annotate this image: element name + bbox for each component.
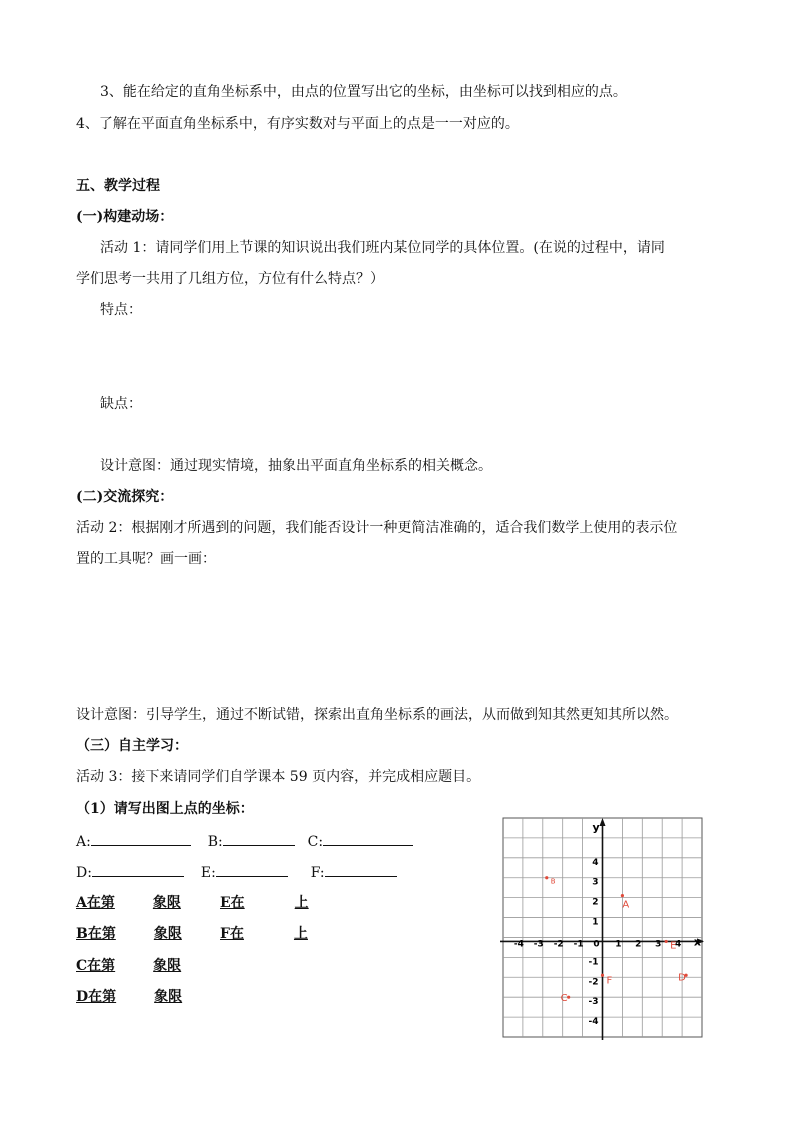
- y-tick-label: -1: [588, 957, 599, 968]
- part2-heading: (二)交流探究：: [76, 489, 174, 505]
- question-1: （1）请写出图上点的坐标：: [76, 801, 254, 817]
- objective-item-4: 4、了解在平面直角坐标系中，有序实数对与平面上的点是一一对应的。: [76, 116, 519, 132]
- y-tick-label: 3: [592, 877, 599, 888]
- point-e-marker: [665, 940, 668, 943]
- label-f: F:: [310, 865, 325, 881]
- y-tick-label: 1: [592, 917, 599, 928]
- y-tick-label: -3: [588, 997, 599, 1008]
- answer-b-blank[interactable]: [223, 831, 295, 846]
- activity1-line1: 活动 1：请同学们用上节课的知识说出我们班内某位同学的具体位置。(在说的过程中，请同: [100, 240, 665, 256]
- x-tick-label: 1: [615, 939, 622, 950]
- answer-f-blank[interactable]: [325, 862, 397, 877]
- label-a: A:: [76, 834, 91, 850]
- coord-row-abc: [76, 831, 413, 852]
- point-c-label: C: [560, 993, 568, 1005]
- coord-row-def: [76, 862, 397, 883]
- quadrant-row-d[interactable]: D在第 象限: [76, 989, 183, 1005]
- axis-row-f[interactable]: F在 上: [220, 926, 308, 942]
- design-intent-2: 设计意图：引导学生，通过不断试错，探索出直角坐标系的画法，从而做到知其然更知其所以然。: [76, 707, 678, 723]
- label-e: E:: [200, 865, 216, 881]
- point-d-label: D: [678, 972, 686, 984]
- point-a-label: A: [622, 899, 630, 911]
- x-tick-label: 0: [593, 939, 600, 950]
- label-d: D:: [76, 865, 92, 881]
- point-b-label: B: [550, 877, 556, 886]
- answer-a-blank[interactable]: [91, 831, 191, 846]
- coordinate-plane: [500, 815, 705, 1040]
- activity2-line1: 活动 2：根据刚才所遇到的问题，我们能否设计一种更简洁准确的，适合我们数学上使用的表示位: [76, 520, 678, 536]
- design-intent-1: 设计意图：通过现实情境，抽象出平面直角坐标系的相关概念。: [100, 458, 492, 474]
- answer-c-blank[interactable]: [323, 831, 413, 846]
- point-f-marker: [601, 974, 604, 977]
- part3-heading: （三）自主学习：: [76, 738, 188, 754]
- activity1-line2: 学们思考一共用了几组方位，方位有什么特点？）: [76, 271, 384, 287]
- point-b-marker: [545, 876, 548, 879]
- quadrant-row-c[interactable]: C在第 象限: [76, 958, 182, 974]
- quadrant-row-b[interactable]: B在第 象限: [76, 926, 182, 942]
- y-tick-label: -2: [588, 977, 599, 988]
- x-tick-label: -4: [513, 939, 524, 950]
- y-tick-label: 2: [592, 897, 599, 908]
- activity2-line2: 置的工具呢？画一画：: [76, 551, 216, 567]
- activity3: 活动 3：接下来请同学们自学课本 59 页内容，并完成相应题目。: [76, 769, 481, 785]
- x-tick-label: -2: [553, 939, 564, 950]
- label-b: B:: [207, 834, 223, 850]
- answer-d-blank[interactable]: [92, 862, 184, 877]
- y-axis-label: y: [592, 821, 600, 834]
- x-tick-label: 3: [655, 939, 662, 950]
- features-label: 特点：: [100, 302, 142, 318]
- y-tick-label: 4: [592, 857, 599, 868]
- quadrant-row-a[interactable]: A在第 象限: [76, 895, 181, 911]
- point-e-label: E: [670, 940, 677, 952]
- drawbacks-label: 缺点：: [100, 396, 142, 412]
- x-axis-label: x: [693, 935, 701, 949]
- point-f-label: F: [606, 975, 613, 987]
- x-tick-label: 4: [674, 939, 682, 950]
- point-a-marker: [621, 894, 624, 897]
- answer-e-blank[interactable]: [216, 862, 288, 877]
- y-tick-label: -4: [588, 1017, 599, 1028]
- x-tick-label: -3: [533, 939, 544, 950]
- objective-item-3: 3、能在给定的直角坐标系中，由点的位置写出它的坐标，由坐标可以找到相应的点。: [100, 84, 627, 100]
- x-tick-label: 2: [635, 939, 642, 950]
- axis-row-e[interactable]: E在 上: [220, 895, 309, 911]
- label-c: C:: [307, 834, 324, 850]
- x-tick-label: -1: [573, 939, 584, 950]
- section-title: 五、教学过程: [76, 178, 160, 194]
- part1-heading: (一)构建动场：: [76, 209, 174, 225]
